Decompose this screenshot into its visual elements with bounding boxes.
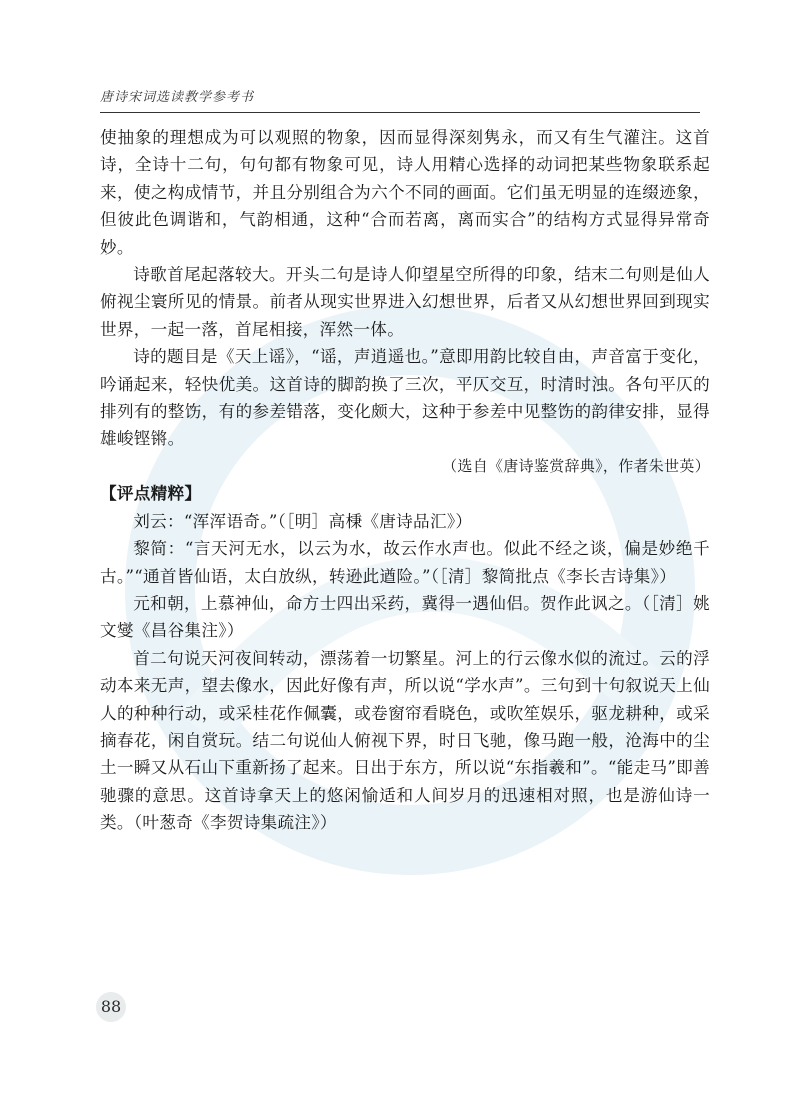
page-content: [100, 124, 710, 837]
commentary-li-jian: 黎简：“言天河无水，以云为水，故云作水声也。似此不经之谈，偏是妙绝千古。”“通首皆仙语，太白放纵，转逊此遒险。”（［清］黎简批点《李长吉诗集》）: [100, 539, 710, 586]
commentary-yao-wenxie: 元和朝，上慕神仙，命方士四出采药，冀得一遇仙侣。贺作此讽之。（［清］姚文燮《昌谷集注》）: [100, 593, 710, 641]
running-header: [100, 86, 700, 112]
commentary-liu: 刘云：“浑浑语奇。”（［明］高棅《唐诗品汇》）: [133, 511, 473, 531]
paragraph-structure: 诗歌首尾起落较大。开头二句是诗人仰望星空所得的印象，结末二句则是仙人俯视尘寰所见的情景。前者从现实世界进入幻想世界，后者又从幻想世界回到现实世界，一起一落，首尾相接，浑然一体。: [100, 265, 710, 339]
paragraph-continued: 使抽象的理想成为可以观照的物象，因而显得深刻隽永，而又有生气灌注。这首诗，全诗十二句，句句都有物象可见，诗人用精心选择的动词把某些物象联系起来，使之构成情节，并且分别组合为六个不同的画面。它们虽无明显的连缀迹象，但彼此色调谐和，气韵相通，这种“合而若离，离而实合”的结构方式显得异常奇妙。: [100, 128, 710, 257]
paragraph-rhyme: 诗的题目是《天上谣》，“谣，声逍遥也。”意即用韵比较自由，声音富于变化，吟诵起来，轻快优美。这首诗的脚韵换了三次，平仄交互，时清时浊。各句平仄的排列有的整饬，有的参差错落，变化颇大，这种于参差中见整饬的韵律安排，显得雄峻铿锵。: [100, 347, 710, 449]
commentary-ye-congqi: 首二句说天河夜间转动，漂荡着一切繁星。河上的行云像水似的流过。云的浮动本来无声，望去像水，因此好像有声，所以说“学水声”。三句到十句叙说天上仙人的种种行动，或采桂花作佩囊，或卷窗帘看晓色，或吹笙娱乐，驱龙耕种，或采摘春花，闲自赏玩。结二句说仙人俯视下界，时日飞驰，像马跑一般，沧海中的尘土一瞬又从石山下重新扬了起来。日出于东方，所以说“东指羲和”。“能走马”即善驰骤的意思。这首诗拿天上的悠闲愉适和人间岁月的迅速相对照，也是游仙诗一类。（叶葱奇《李贺诗集疏注》）: [100, 648, 710, 833]
source-citation: （选自《唐诗鉴赏辞典》，作者朱世英）: [442, 456, 710, 475]
page-number: 88: [96, 992, 126, 1022]
section-heading: 【评点精粹】: [100, 483, 202, 504]
book-title: 唐诗宋词选读教学参考书: [100, 90, 255, 105]
header-rule: [100, 112, 700, 113]
